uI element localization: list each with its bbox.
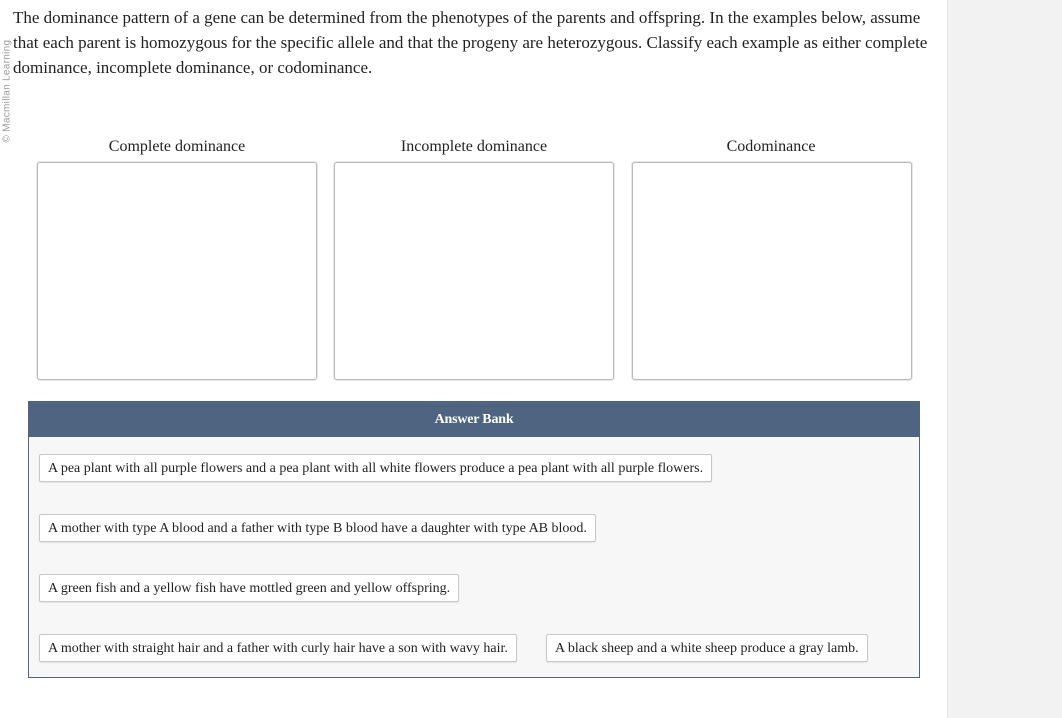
answer-bank[interactable] [28, 401, 920, 678]
copyright-watermark: © Macmillan Learning [1, 39, 13, 143]
bin-label-complete-dominance: Complete dominance [108, 138, 246, 155]
answer-item-pea-plant[interactable]: A pea plant with all purple flowers and a pea plant with all white flowers produce a pea plant with all purple flowers. [39, 454, 712, 482]
answer-item-blood-type[interactable]: A mother with type A blood and a father with type B blood have a daughter with type AB blood. [39, 514, 596, 542]
answer-item-sheep[interactable]: A black sheep and a white sheep produce a gray lamb. [546, 634, 868, 662]
right-gutter [947, 0, 1062, 718]
answer-item-fish[interactable]: A green fish and a yellow fish have mottled green and yellow offspring. [39, 574, 459, 602]
answer-bank-title: Answer Bank [29, 402, 919, 437]
answer-item-hair[interactable]: A mother with straight hair and a father with curly hair have a son with wavy hair. [39, 634, 517, 662]
question-prompt: The dominance pattern of a gene can be determined from the phenotypes of the parents and offspring. In the examples below, assume that each parent is homozygous for the specific allele and that the progeny are heterozygous. Classify each example as either complete dominance, incomplete dominance, or codominance. [13, 8, 928, 77]
drop-zone-codominance[interactable] [632, 162, 912, 380]
bin-label-incomplete-dominance: Incomplete dominance [400, 138, 548, 155]
bin-label-codominance: Codominance [726, 138, 816, 155]
drop-zone-incomplete-dominance[interactable] [334, 162, 614, 380]
drop-zone-complete-dominance[interactable] [37, 162, 317, 380]
